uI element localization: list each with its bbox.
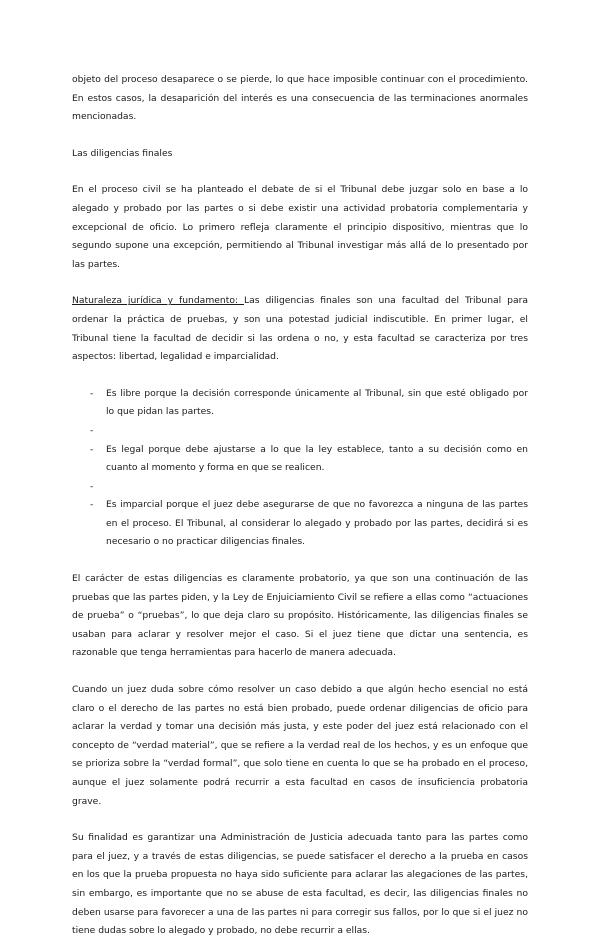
- bullet-dash: -: [90, 480, 94, 492]
- list-item-empty: [72, 478, 528, 497]
- list-item-text: Es legal porque debe ajustarse a lo que la ley establece, tanto a su decisión como en cuanto al momento y forma en que se realicen.: [106, 443, 528, 474]
- paragraph-2: [72, 292, 528, 366]
- bullet-dash: -: [90, 499, 94, 511]
- paragraph-4: Cuando un juez duda sobre cómo resolver un caso debido a que algún hecho esencial no está claro o el derecho de las partes no está bien probado, puede ordenar diligencias de oficio para aclarar la verdad y tomar una decisión más justa, y este poder del juez está relacionado con el concepto de “verdad material”, que se refiere a la verdad real de los hechos, y es un enfoque que se prioriza sobre la “verdad formal”, que solo tiene en cuenta lo que se ha probado en el proceso, aunque el juez solamente podrá recurrir a esta facultad en casos de insuficiencia probatoria grave.: [72, 684, 528, 807]
- intro-paragraph: objeto del proceso desaparece o se pierde, lo que hace imposible continuar con el procedimiento. En estos casos, la desaparición del interés es una consecuencia de las terminaciones anormales mencionadas.: [72, 74, 528, 123]
- list-item-text: Es imparcial porque el juez debe asegurarse de que no favorezca a ninguna de las partes en el proceso. El Tribunal, al considerar lo alegado y probado por las partes, decidirá si es necesario o no practicar diligencias finales.: [106, 499, 528, 548]
- paragraph-3: El carácter de estas diligencias es claramente probatorio, ya que son una continuación de las pruebas que las partes piden, y la Ley de Enjuiciamiento Civil se refiere a ellas como “actuaciones de prueba” o “pruebas”, lo que deja claro su propósito. Históricamente, las diligencias finales se usaban para aclarar y resolver mejor el caso. Si el juez tiene que dictar una sentencia, es razonable que tenga herramientas para hacerlo de manera adecuada.: [72, 573, 528, 659]
- bullet-dash: -: [90, 387, 94, 399]
- list-item: [72, 496, 528, 552]
- bullet-list: [72, 385, 528, 552]
- section-heading: Las diligencias finales: [72, 147, 173, 159]
- paragraph-1: En el proceso civil se ha planteado el debate de si el Tribunal debe juzgar solo en base a lo alegado y probado por las partes o si debe existir una actividad probatoria complementaria y excepcional de oficio. Lo primero refleja claramente el principio dispositivo, mientras que lo segundo supone una excepción, permitiendo al Tribunal investigar más allá de lo presentado por las partes.: [72, 184, 528, 270]
- list-item: [72, 441, 528, 478]
- bullet-dash: -: [90, 424, 94, 436]
- nature-label: Naturaleza jurídica y fundamento:: [72, 295, 244, 307]
- list-item: [72, 385, 528, 422]
- list-item-empty: [72, 422, 528, 441]
- bullet-dash: -: [90, 443, 94, 455]
- paragraph-5: Su finalidad es garantizar una Administración de Justicia adecuada tanto para las partes como para el juez, y a través de estas diligencias, se puede satisfacer el derecho a la prueba en casos en los que la prueba propuesta no haya sido suficiente para aclarar las alegaciones de las partes, sin embargo, es importante que no se abuse de esta facultad, es decir, las diligencias finales no deben usarse para favorecer a una de las partes ni para corregir sus fallos, por lo que si el juez no tiene dudas sobre lo alegado y probado, no debe recurrir a ellas.: [72, 832, 528, 937]
- list-item-text: Es libre porque la decisión corresponde únicamente al Tribunal, sin que esté obligado por lo que pidan las partes.: [106, 387, 528, 418]
- nature-text: Las diligencias finales son una facultad del Tribunal para ordenar la práctica de pruebas, y son una potestad judicial indiscutible. En primer lugar, el Tribunal tiene la facultad de decidir si las ordena o no, y esta facultad se caracteriza por tres aspectos: libertad, legalidad e imparcialidad.: [72, 295, 528, 363]
